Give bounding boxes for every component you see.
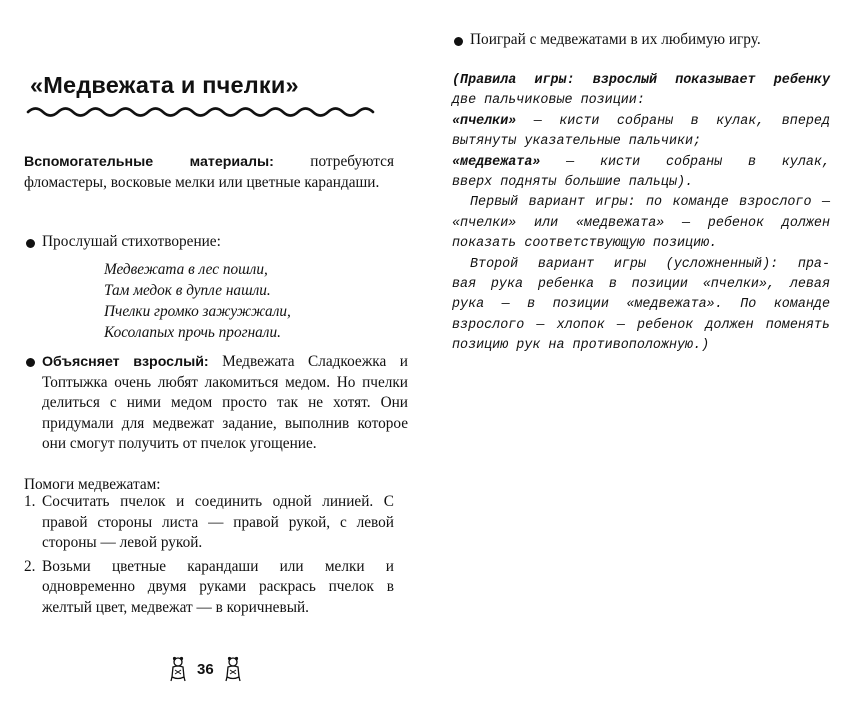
poem-line: Пчелки громко зажужжали, (104, 303, 291, 320)
bear-ornament-icon (169, 656, 187, 682)
aux-label: Вспомогательные материалы: (24, 154, 274, 170)
rules-term-bears: «медвежата» (452, 154, 541, 170)
page-footer (169, 656, 242, 682)
aux-text: потребуются фломастеры, восковые мелки или цветные карандаши. (24, 153, 394, 191)
list-item (24, 557, 394, 619)
play-instruction (452, 31, 761, 49)
poem (104, 259, 291, 343)
rules-line: «медвежата» — кисти собраны в кулак, (452, 154, 830, 170)
poem-line: Косолапых прочь прогнали. (104, 324, 281, 341)
list-number: 2. (24, 557, 36, 575)
page-number: 36 (197, 660, 214, 678)
rules-line (452, 71, 830, 91)
list-item (24, 492, 394, 554)
rules-line: показать соответствующую позицию. (452, 236, 718, 252)
play-label: Поиграй с медвежатами в их любимую игру. (470, 31, 761, 48)
page-title: «Медвежата и пчелки» (30, 72, 299, 98)
rules-line: Первый вариант игры: по команде взрослого — (470, 195, 830, 211)
rules-line: «пчелки» или «медвежата» — ребенок должен (452, 215, 830, 231)
auxiliary-materials (24, 152, 394, 193)
rules-line: позицию рук на противоположную.) (452, 338, 710, 354)
listen-instruction (24, 233, 221, 251)
poem-line: Медвежата в лес пошли, (104, 261, 268, 278)
explain-label: Объясняет взрослый: (42, 354, 209, 370)
wavy-underline (24, 104, 382, 120)
rules-line: Второй вариант игры (усложненный): пра- (470, 256, 830, 272)
rules-line: вая рука ребенка в позиции «пчелки», левая (452, 277, 830, 293)
explain-text: Медвежата Сладкоежка и Топтыжка очень любят лакомиться медом. Но пчелки делиться с ними медом просто так не хотят. Они придумали для медвежат задание, выполнив которое они смогут получить от пчелок угощение. (42, 353, 408, 452)
rules-term-bees: «пчелки» (452, 113, 517, 129)
list-text: Сосчитать пчелок и соединить одной линией. С правой стороны листа — правой рукой, с левой стороны — левой рукой. (42, 493, 394, 551)
help-label: Помоги медвежатам: (24, 476, 161, 493)
task-list (24, 492, 394, 621)
poem-line: Там медок в дупле нашли. (104, 282, 271, 299)
rules-line: рука — в позиции «медвежата». По команде (452, 297, 830, 313)
rules-line: взрослого — хлопок — ребенок должен поменять (452, 317, 830, 333)
bear-ornament-icon (224, 656, 242, 682)
rules-line: вверх подняты большие пальцы). (452, 175, 694, 191)
list-text: Возьми цветные карандаши или мелки и одновременно двумя руками раскрась пчелок в желтый цвет, медвежат — в коричневый. (42, 557, 394, 616)
rules-intro: (Правила игры: взрослый показывает ребенку (452, 73, 830, 88)
rules-line: «пчелки» — кисти собраны в кулак, вперед (452, 113, 830, 129)
rules-line: две пальчиковые позиции: (452, 93, 645, 109)
explanation (24, 352, 408, 455)
listen-label: Прослушай стихотворение: (42, 233, 221, 250)
rules-line: вытянуты указательные пальчики; (452, 134, 702, 150)
game-rules (452, 71, 830, 357)
list-number: 1. (24, 493, 36, 510)
